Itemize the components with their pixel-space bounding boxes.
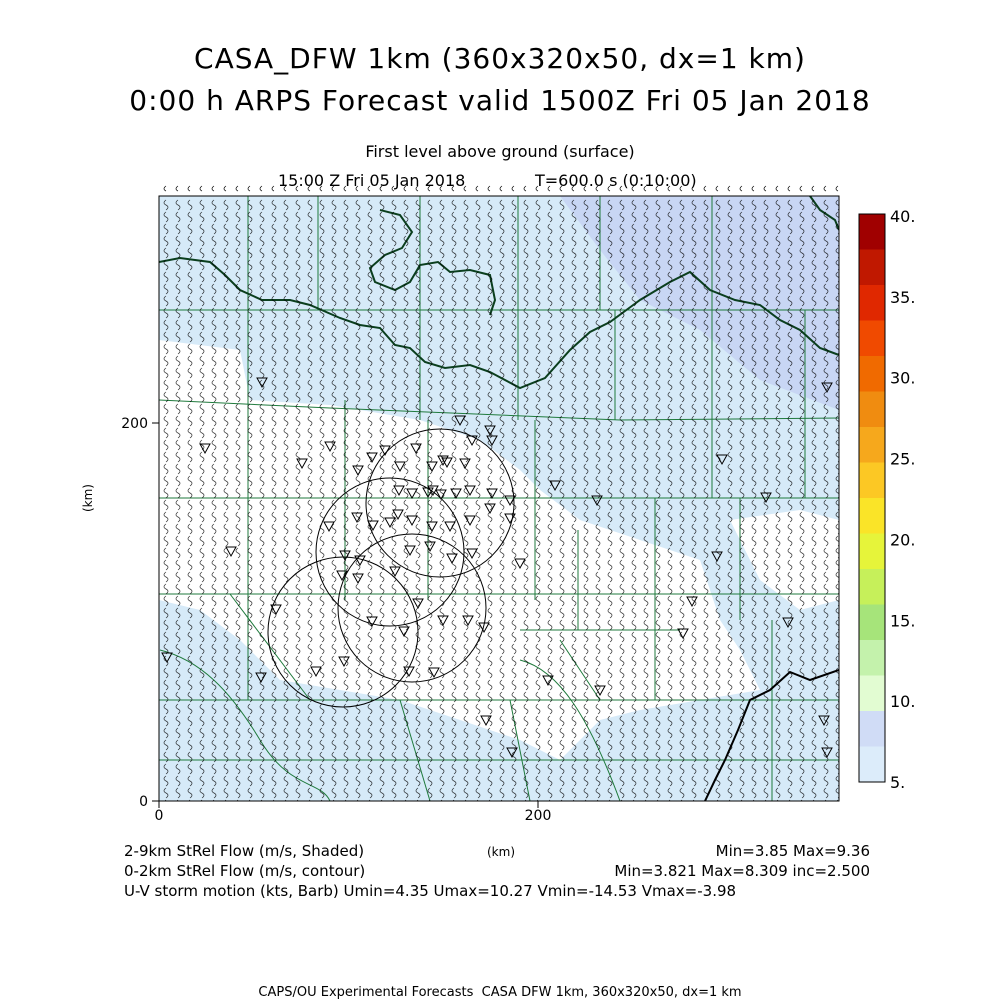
colorbar-swatch [859, 285, 885, 321]
y-tick-0: 0 [139, 794, 148, 810]
colorbar-swatch [859, 463, 885, 499]
legend-contour: 0-2km StRel Flow (m/s, contour) [124, 862, 366, 880]
colorbar-label: 5. [890, 773, 906, 792]
colorbar-swatch [859, 356, 885, 392]
wind-barbs-top-row [164, 186, 838, 191]
y-axis-label: (km) [81, 483, 95, 513]
colorbar-swatch [859, 392, 885, 428]
colorbar-swatch [859, 569, 885, 605]
colorbar-label: 35. [890, 287, 916, 307]
colorbar-swatch [859, 640, 885, 676]
colorbar-swatch [859, 427, 885, 463]
x-tick-0: 0 [154, 808, 164, 824]
valid-time-label: 15:00 Z Fri 05 Jan 2018 [278, 171, 466, 190]
legend-barbs: U-V storm motion (kts, Barb) Umin=4.35 Umax=10.27 Vmin=-14.53 Vmax=-3.98 [124, 882, 737, 900]
legend-shaded: 2-9km StRel Flow (m/s, Shaded) [124, 842, 365, 860]
colorbar-swatch [859, 321, 885, 357]
colorbar-swatch [859, 250, 885, 286]
y-tick-200: 200 [121, 416, 148, 432]
title-line-2: 0:00 h ARPS Forecast valid 1500Z Fri 05 Jan 2018 [129, 84, 871, 117]
title-line-1: CASA_DFW 1km (360x320x50, dx=1 km) [194, 42, 806, 75]
colorbar-label: 20. [890, 530, 916, 550]
colorbar-label: 15. [890, 611, 916, 631]
footer-credit: CAPS/OU Experimental Forecasts CASA DFW 1km, 360x320x50, dx=1 km [258, 985, 742, 1000]
colorbar-label: 25. [890, 449, 916, 469]
legend-shaded-range: Min=3.85 Max=9.36 [715, 842, 870, 860]
level-subtitle: First level above ground (surface) [365, 142, 635, 161]
colorbar-swatch [859, 605, 885, 641]
legend-contour-range: Min=3.821 Max=8.309 inc=2.500 [614, 862, 870, 880]
colorbar-swatch [859, 498, 885, 534]
integration-time-label: T=600.0 s (0:10:00) [535, 171, 697, 190]
color-scale-bar [859, 207, 915, 792]
x-tick-200: 200 [524, 808, 552, 824]
colorbar-swatch [859, 534, 885, 570]
colorbar-swatch [859, 214, 885, 250]
x-axis-label: (km) [487, 845, 516, 859]
colorbar-swatch [859, 711, 885, 747]
colorbar-label: 40. [890, 207, 916, 226]
colorbar-label: 30. [890, 368, 916, 388]
colorbar-label: 10. [890, 692, 916, 712]
colorbar-swatch [859, 676, 885, 712]
colorbar-swatch [859, 747, 885, 783]
